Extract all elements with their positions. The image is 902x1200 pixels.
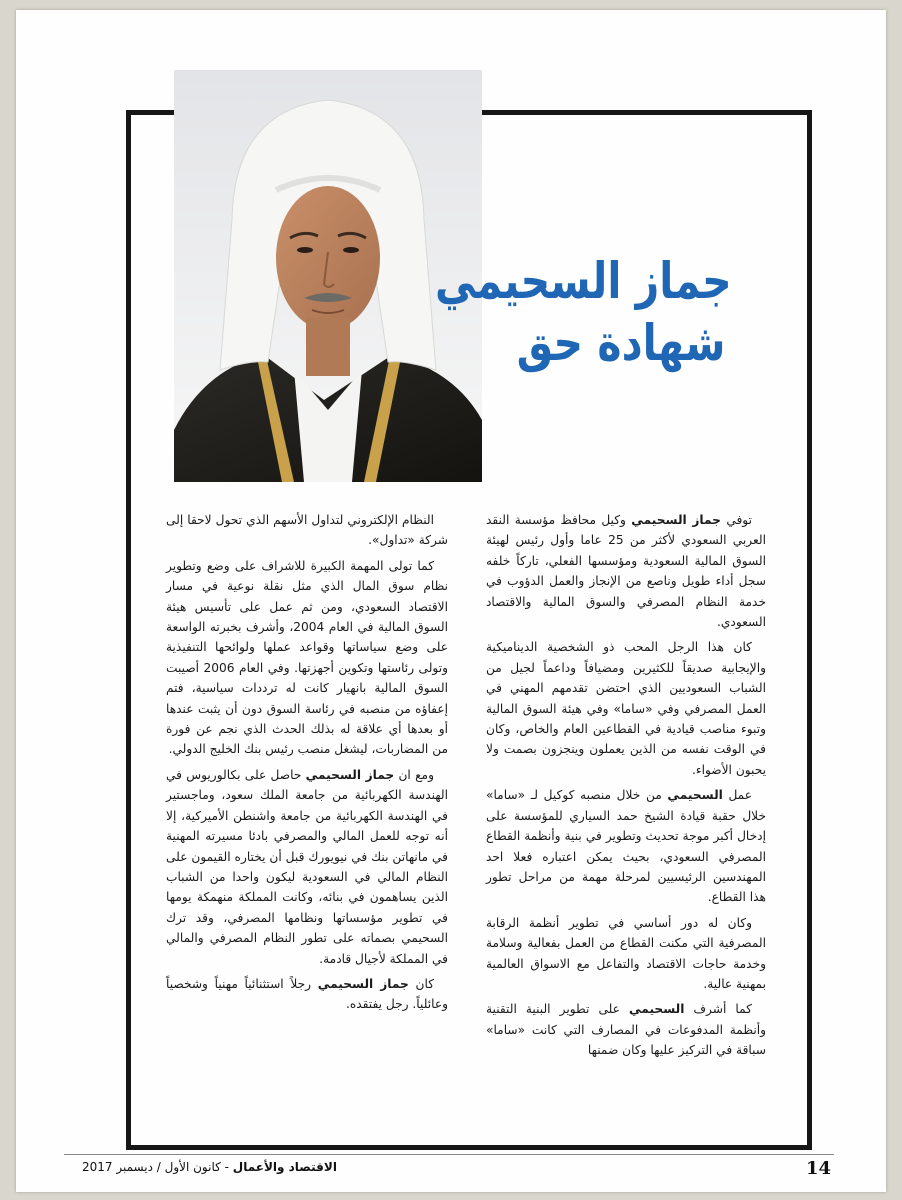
paragraph-text: وكان له دور أساسي في تطوير أنظمة الرقابة المصرفية التي مكنت القطاع من العمل بفعالية وسلامة وخدمة حاجات الاقتصاد والتفاعل مع الاسواق العالمية بمهنية عالية. [486, 915, 766, 991]
paragraph [166, 510, 448, 551]
paragraph-text: رجلاً استثنائياً مهنياً وشخصياً وعائلياً. رجل يفتقده. [166, 976, 448, 1012]
paragraph-lead: كان [408, 976, 434, 991]
paragraph-text: حاصل على بكالوريوس في الهندسة الكهربائية من جامعة الملك سعود، وماجستير في الهندسة الكهربائية من جامعة واشنطن الأميركية، إلا أنه توجه للعمل المالي والمصرفي بادئا مسيرته المهنية في مانهاتن بنك في نيويورك قبل أن يختاره القيمون على النظام المالي في السعودية ليكون واحدا من الشباب الذين يساهمون في بنائه، وكانت المملكة منهمكة يومها في تطوير مؤسساتها ونظامها المصرفي، وقد ترك السحيمي بصماته على تطور النظام المصرفي والمالي في المملكة لأجيال قادمة. [166, 767, 448, 966]
paragraph [166, 974, 448, 1015]
paragraph-lead: عمل [722, 788, 753, 803]
paragraph-text: كان هذا الرجل المحب ذو الشخصية الديناميكية والإيجابية صديقاً للكثيرين ومضيافاً وداعماً لجيل من الشباب السعوديين الذي احتضن تقدمهم المهني في العمل المصرفي وفي «ساما» وفي هيئة السوق المالية وتبوء مناصب قيادية في القطاعين العام والخاص، وكان في الوقت نفسه من الذين يعملون وينجزون بصمت ولا يحبون الأضواء. [486, 640, 766, 777]
highlighted-name: جماز السحيمي [317, 976, 409, 991]
highlighted-name: جماز السحيمي [305, 767, 395, 782]
paragraph-lead: توفي [720, 513, 752, 527]
paragraph-text: من خلال منصبه كوكيل لـ «ساما» خلال حقبة قيادة الشيخ حمد السياري للمؤسسة على إدخال أكبر موجة تحديث وتطوير في بنية وأنظمة القطاع المصرفي السعودي، بحيث يمكن اعتباره فعلا احد المهندسين الرئيسيين لمرحلة مهمة من مراحل تطور هذا القطاع. [486, 788, 766, 905]
paragraph-lead: ومع ان [394, 767, 434, 782]
magazine-footer [82, 1160, 337, 1174]
headline-line-1: جماز السحيمي [434, 252, 732, 310]
magazine-page [16, 10, 886, 1192]
paragraph [486, 785, 766, 907]
highlighted-name: السحيمي [667, 788, 723, 803]
paragraph [166, 556, 448, 760]
article-column-left [166, 510, 448, 1020]
article-column-right [486, 510, 766, 1066]
highlighted-name: السحيمي [628, 1002, 685, 1017]
footer-divider [64, 1154, 834, 1155]
article-headline [434, 250, 732, 374]
magazine-name: الاقتصاد والأعمال [232, 1160, 337, 1174]
paragraph-text: كما تولى المهمة الكبيرة للاشراف على وضع وتطوير نظام سوق المال الذي مثل نقلة نوعية في مسار الاقتصاد السعودي، ومن ثم عمل على تأسيس هيئة السوق المالية في العام 2004، وأشرف بخبرته الواسعة على وضع سياساتها وقواعد عملها ولوائحها التنفيذية وتولى رئاستها وتكوين أجهزتها. وفي العام 2006 أصيبت السوق المالية بانهيار كانت له ترددات سياسية، فتم إعفاؤه من منصبه في رئاسة السوق دون أن يثبت عندها أو بعدها أي علاقة له بذلك الحدث الذي نجم عن فورة من المضاربات، ليشغل منصب رئيس بنك الخليج الدولي. [166, 558, 448, 757]
paragraph-text: النظام الإلكتروني لتداول الأسهم الذي تحول لاحقا إلى شركة «تداول». [166, 513, 448, 548]
paragraph [486, 913, 766, 995]
paragraph-text: على تطوير البنية التقنية وأنظمة المدفوعات في المصارف التي كانت «ساما» سباقة في التركيز عليها وكان ضمنها [486, 1002, 766, 1058]
paragraph [166, 765, 448, 969]
headline-line-2: شهادة حق [516, 314, 726, 372]
issue-date: - كانون الأول / ديسمبر 2017 [82, 1160, 233, 1174]
paragraph [486, 637, 766, 780]
paragraph-text: وكيل محافظ مؤسسة النقد العربي السعودي لأكثر من 25 عاما وأول رئيس لهيئة السوق المالية السعودية ومؤسسها الفعلي، تاركاً خلفه سجل أداء طويل وناصع من الإنجاز والعمل الدؤوب في خدمة النظام المصرفي والسوق المالية والاقتصاد السعودي. [486, 513, 767, 630]
page-number: 14 [806, 1158, 832, 1179]
paragraph-lead: كما أشرف [684, 1002, 752, 1017]
highlighted-name: جماز السحيمي [631, 513, 721, 527]
paragraph [486, 999, 766, 1060]
paragraph [486, 510, 766, 632]
